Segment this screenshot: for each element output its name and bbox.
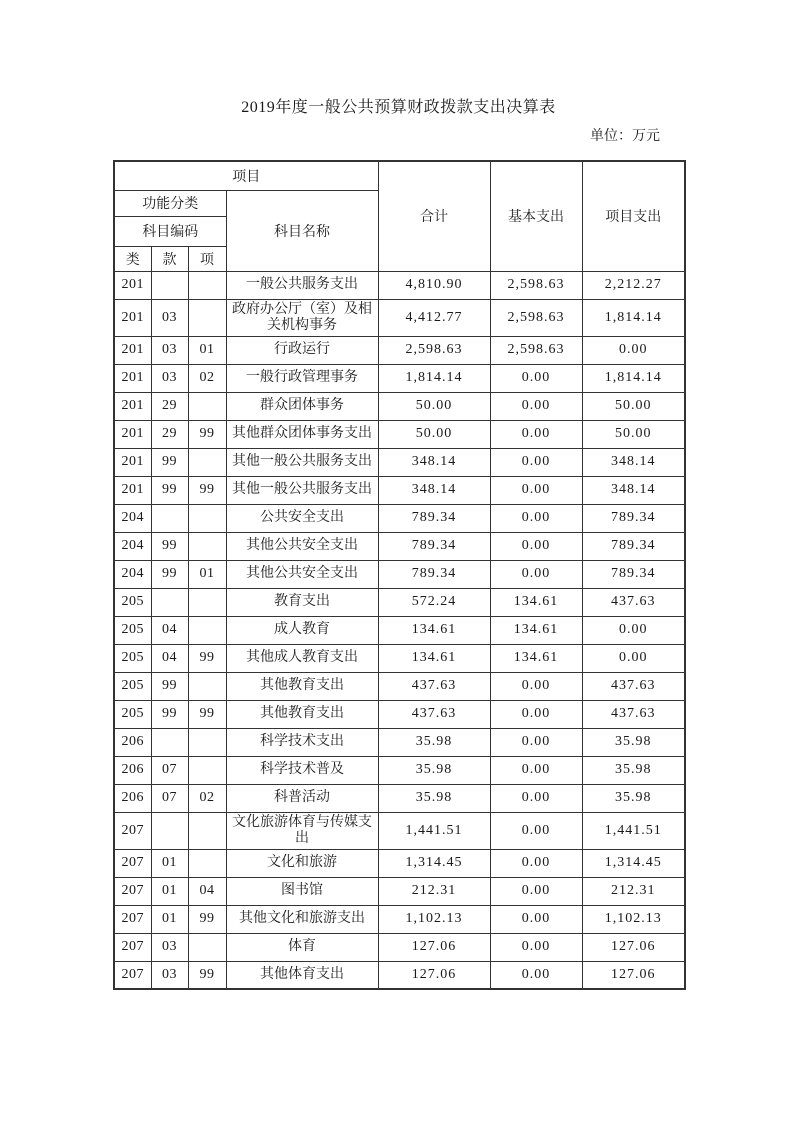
cell-section-code: 99 xyxy=(151,700,188,728)
cell-total: 437.63 xyxy=(378,700,490,728)
table-row xyxy=(114,532,685,560)
cell-item-code xyxy=(188,299,226,336)
cell-item-code: 01 xyxy=(188,336,226,364)
cell-subject-name: 科普活动 xyxy=(226,784,378,812)
cell-class-code: 207 xyxy=(114,961,151,989)
cell-class-code: 205 xyxy=(114,672,151,700)
table-row xyxy=(114,271,685,299)
cell-project-expenditure: 1,814.14 xyxy=(582,364,685,392)
cell-subject-name: 其他体育支出 xyxy=(226,961,378,989)
cell-total: 4,412.77 xyxy=(378,299,490,336)
cell-section-code: 01 xyxy=(151,905,188,933)
table-row xyxy=(114,756,685,784)
header-project-expenditure: 项目支出 xyxy=(582,161,685,271)
cell-item-code: 99 xyxy=(188,905,226,933)
cell-class-code: 205 xyxy=(114,700,151,728)
header-functional-class: 功能分类 xyxy=(114,190,226,216)
cell-section-code: 99 xyxy=(151,448,188,476)
table-row xyxy=(114,476,685,504)
cell-section-code: 03 xyxy=(151,364,188,392)
cell-project-expenditure: 127.06 xyxy=(582,961,685,989)
table-row xyxy=(114,420,685,448)
cell-subject-name: 其他一般公共服务支出 xyxy=(226,476,378,504)
cell-project-expenditure: 789.34 xyxy=(582,504,685,532)
cell-project-expenditure: 789.34 xyxy=(582,532,685,560)
cell-basic-expenditure: 0.00 xyxy=(490,905,582,933)
header-code-section: 款 xyxy=(151,246,188,271)
cell-basic-expenditure: 134.61 xyxy=(490,616,582,644)
cell-section-code: 01 xyxy=(151,849,188,877)
cell-subject-name: 行政运行 xyxy=(226,336,378,364)
cell-subject-name: 一般行政管理事务 xyxy=(226,364,378,392)
cell-section-code: 03 xyxy=(151,933,188,961)
header-row-project xyxy=(114,161,685,190)
cell-section-code: 04 xyxy=(151,644,188,672)
cell-item-code: 99 xyxy=(188,420,226,448)
cell-basic-expenditure: 0.00 xyxy=(490,849,582,877)
cell-project-expenditure: 50.00 xyxy=(582,392,685,420)
cell-class-code: 204 xyxy=(114,532,151,560)
table-row xyxy=(114,616,685,644)
table-row xyxy=(114,672,685,700)
cell-class-code: 204 xyxy=(114,504,151,532)
cell-subject-name: 其他公共安全支出 xyxy=(226,560,378,588)
table-row xyxy=(114,392,685,420)
cell-project-expenditure: 212.31 xyxy=(582,877,685,905)
cell-item-code xyxy=(188,672,226,700)
cell-item-code xyxy=(188,933,226,961)
cell-section-code: 03 xyxy=(151,961,188,989)
cell-section-code: 99 xyxy=(151,476,188,504)
cell-class-code: 206 xyxy=(114,756,151,784)
cell-total: 572.24 xyxy=(378,588,490,616)
cell-subject-name: 科学技术支出 xyxy=(226,728,378,756)
cell-basic-expenditure: 0.00 xyxy=(490,961,582,989)
cell-class-code: 201 xyxy=(114,448,151,476)
cell-project-expenditure: 348.14 xyxy=(582,448,685,476)
header-code-class: 类 xyxy=(114,246,151,271)
table-row xyxy=(114,877,685,905)
cell-item-code xyxy=(188,812,226,849)
cell-total: 127.06 xyxy=(378,961,490,989)
table-row xyxy=(114,364,685,392)
cell-section-code: 07 xyxy=(151,784,188,812)
cell-section-code: 04 xyxy=(151,616,188,644)
cell-total: 50.00 xyxy=(378,392,490,420)
cell-item-code xyxy=(188,616,226,644)
cell-item-code xyxy=(188,392,226,420)
cell-basic-expenditure: 0.00 xyxy=(490,877,582,905)
cell-basic-expenditure: 0.00 xyxy=(490,784,582,812)
cell-project-expenditure: 1,441.51 xyxy=(582,812,685,849)
cell-subject-name: 一般公共服务支出 xyxy=(226,271,378,299)
cell-total: 35.98 xyxy=(378,784,490,812)
cell-total: 348.14 xyxy=(378,448,490,476)
document-title: 2019年度一般公共预算财政拨款支出决算表 xyxy=(241,99,556,116)
cell-section-code xyxy=(151,728,188,756)
cell-subject-name: 其他一般公共服务支出 xyxy=(226,448,378,476)
cell-item-code xyxy=(188,448,226,476)
table-row xyxy=(114,728,685,756)
cell-class-code: 204 xyxy=(114,560,151,588)
cell-class-code: 207 xyxy=(114,812,151,849)
cell-basic-expenditure: 0.00 xyxy=(490,756,582,784)
table-row xyxy=(114,504,685,532)
cell-class-code: 201 xyxy=(114,420,151,448)
cell-project-expenditure: 1,814.14 xyxy=(582,299,685,336)
cell-basic-expenditure: 0.00 xyxy=(490,392,582,420)
cell-basic-expenditure: 0.00 xyxy=(490,560,582,588)
cell-section-code: 01 xyxy=(151,877,188,905)
cell-project-expenditure: 127.06 xyxy=(582,933,685,961)
cell-item-code: 99 xyxy=(188,644,226,672)
table-row xyxy=(114,644,685,672)
cell-total: 1,441.51 xyxy=(378,812,490,849)
cell-basic-expenditure: 0.00 xyxy=(490,476,582,504)
cell-total: 789.34 xyxy=(378,560,490,588)
cell-class-code: 206 xyxy=(114,784,151,812)
cell-project-expenditure: 437.63 xyxy=(582,672,685,700)
cell-subject-name: 其他教育支出 xyxy=(226,700,378,728)
cell-subject-name: 教育支出 xyxy=(226,588,378,616)
cell-basic-expenditure: 134.61 xyxy=(490,644,582,672)
table-row xyxy=(114,812,685,849)
header-basic-expenditure: 基本支出 xyxy=(490,161,582,271)
cell-total: 789.34 xyxy=(378,532,490,560)
cell-subject-name: 群众团体事务 xyxy=(226,392,378,420)
cell-item-code xyxy=(188,271,226,299)
cell-total: 789.34 xyxy=(378,504,490,532)
table-row xyxy=(114,933,685,961)
cell-project-expenditure: 2,212.27 xyxy=(582,271,685,299)
cell-total: 134.61 xyxy=(378,616,490,644)
table-row xyxy=(114,784,685,812)
table-row xyxy=(114,336,685,364)
cell-item-code xyxy=(188,588,226,616)
cell-section-code: 29 xyxy=(151,392,188,420)
cell-total: 134.61 xyxy=(378,644,490,672)
table-row xyxy=(114,588,685,616)
cell-class-code: 201 xyxy=(114,271,151,299)
unit-label: 单位：万元 xyxy=(590,129,660,144)
cell-project-expenditure: 348.14 xyxy=(582,476,685,504)
cell-basic-expenditure: 0.00 xyxy=(490,448,582,476)
cell-item-code xyxy=(188,756,226,784)
cell-item-code xyxy=(188,849,226,877)
table-row xyxy=(114,448,685,476)
cell-subject-name: 成人教育 xyxy=(226,616,378,644)
cell-project-expenditure: 437.63 xyxy=(582,700,685,728)
cell-class-code: 201 xyxy=(114,476,151,504)
header-project: 项目 xyxy=(114,161,378,190)
cell-basic-expenditure: 134.61 xyxy=(490,588,582,616)
cell-subject-name: 科学技术普及 xyxy=(226,756,378,784)
cell-class-code: 205 xyxy=(114,644,151,672)
cell-class-code: 206 xyxy=(114,728,151,756)
cell-section-code: 03 xyxy=(151,336,188,364)
cell-basic-expenditure: 0.00 xyxy=(490,728,582,756)
cell-section-code: 29 xyxy=(151,420,188,448)
table-row xyxy=(114,560,685,588)
cell-project-expenditure: 0.00 xyxy=(582,616,685,644)
table-row xyxy=(114,700,685,728)
table-row xyxy=(114,905,685,933)
cell-project-expenditure: 1,102.13 xyxy=(582,905,685,933)
cell-project-expenditure: 35.98 xyxy=(582,728,685,756)
budget-table xyxy=(113,160,686,990)
cell-item-code: 99 xyxy=(188,476,226,504)
cell-item-code: 02 xyxy=(188,784,226,812)
cell-total: 127.06 xyxy=(378,933,490,961)
cell-section-code: 99 xyxy=(151,672,188,700)
cell-subject-name: 图书馆 xyxy=(226,877,378,905)
cell-basic-expenditure: 0.00 xyxy=(490,364,582,392)
cell-total: 348.14 xyxy=(378,476,490,504)
cell-project-expenditure: 437.63 xyxy=(582,588,685,616)
cell-total: 1,314.45 xyxy=(378,849,490,877)
cell-section-code xyxy=(151,504,188,532)
cell-total: 2,598.63 xyxy=(378,336,490,364)
cell-project-expenditure: 0.00 xyxy=(582,644,685,672)
header-subject-code: 科目编码 xyxy=(114,216,226,246)
cell-section-code xyxy=(151,588,188,616)
cell-basic-expenditure: 0.00 xyxy=(490,812,582,849)
cell-class-code: 201 xyxy=(114,392,151,420)
cell-project-expenditure: 0.00 xyxy=(582,336,685,364)
cell-total: 437.63 xyxy=(378,672,490,700)
cell-subject-name: 其他成人教育支出 xyxy=(226,644,378,672)
table-row xyxy=(114,849,685,877)
cell-total: 1,102.13 xyxy=(378,905,490,933)
cell-project-expenditure: 35.98 xyxy=(582,756,685,784)
cell-subject-name: 文化旅游体育与传媒支出 xyxy=(226,812,378,849)
cell-basic-expenditure: 0.00 xyxy=(490,532,582,560)
cell-section-code xyxy=(151,812,188,849)
cell-class-code: 201 xyxy=(114,364,151,392)
cell-total: 35.98 xyxy=(378,728,490,756)
header-subject-name: 科目名称 xyxy=(226,190,378,271)
cell-class-code: 201 xyxy=(114,299,151,336)
cell-item-code xyxy=(188,532,226,560)
cell-basic-expenditure: 2,598.63 xyxy=(490,299,582,336)
cell-total: 212.31 xyxy=(378,877,490,905)
cell-basic-expenditure: 2,598.63 xyxy=(490,336,582,364)
cell-subject-name: 文化和旅游 xyxy=(226,849,378,877)
cell-total: 4,810.90 xyxy=(378,271,490,299)
cell-subject-name: 政府办公厅（室）及相关机构事务 xyxy=(226,299,378,336)
cell-subject-name: 其他公共安全支出 xyxy=(226,532,378,560)
cell-basic-expenditure: 0.00 xyxy=(490,700,582,728)
header-code-item: 项 xyxy=(188,246,226,271)
cell-class-code: 207 xyxy=(114,905,151,933)
cell-class-code: 205 xyxy=(114,616,151,644)
table-row xyxy=(114,299,685,336)
cell-section-code: 99 xyxy=(151,560,188,588)
cell-subject-name: 其他文化和旅游支出 xyxy=(226,905,378,933)
cell-basic-expenditure: 0.00 xyxy=(490,420,582,448)
cell-subject-name: 体育 xyxy=(226,933,378,961)
cell-section-code: 07 xyxy=(151,756,188,784)
cell-subject-name: 其他教育支出 xyxy=(226,672,378,700)
cell-basic-expenditure: 0.00 xyxy=(490,672,582,700)
cell-class-code: 205 xyxy=(114,588,151,616)
table-row xyxy=(114,961,685,989)
cell-subject-name: 其他群众团体事务支出 xyxy=(226,420,378,448)
cell-item-code: 02 xyxy=(188,364,226,392)
cell-basic-expenditure: 2,598.63 xyxy=(490,271,582,299)
cell-class-code: 201 xyxy=(114,336,151,364)
cell-class-code: 207 xyxy=(114,877,151,905)
cell-total: 1,814.14 xyxy=(378,364,490,392)
cell-project-expenditure: 1,314.45 xyxy=(582,849,685,877)
cell-item-code: 01 xyxy=(188,560,226,588)
header-total: 合计 xyxy=(378,161,490,271)
cell-project-expenditure: 35.98 xyxy=(582,784,685,812)
cell-project-expenditure: 50.00 xyxy=(582,420,685,448)
cell-section-code xyxy=(151,271,188,299)
cell-item-code xyxy=(188,504,226,532)
cell-class-code: 207 xyxy=(114,849,151,877)
cell-item-code: 99 xyxy=(188,961,226,989)
cell-total: 35.98 xyxy=(378,756,490,784)
cell-item-code: 99 xyxy=(188,700,226,728)
cell-total: 50.00 xyxy=(378,420,490,448)
cell-item-code: 04 xyxy=(188,877,226,905)
cell-class-code: 207 xyxy=(114,933,151,961)
cell-basic-expenditure: 0.00 xyxy=(490,504,582,532)
cell-project-expenditure: 789.34 xyxy=(582,560,685,588)
cell-item-code xyxy=(188,728,226,756)
cell-basic-expenditure: 0.00 xyxy=(490,933,582,961)
cell-subject-name: 公共安全支出 xyxy=(226,504,378,532)
cell-section-code: 99 xyxy=(151,532,188,560)
cell-section-code: 03 xyxy=(151,299,188,336)
